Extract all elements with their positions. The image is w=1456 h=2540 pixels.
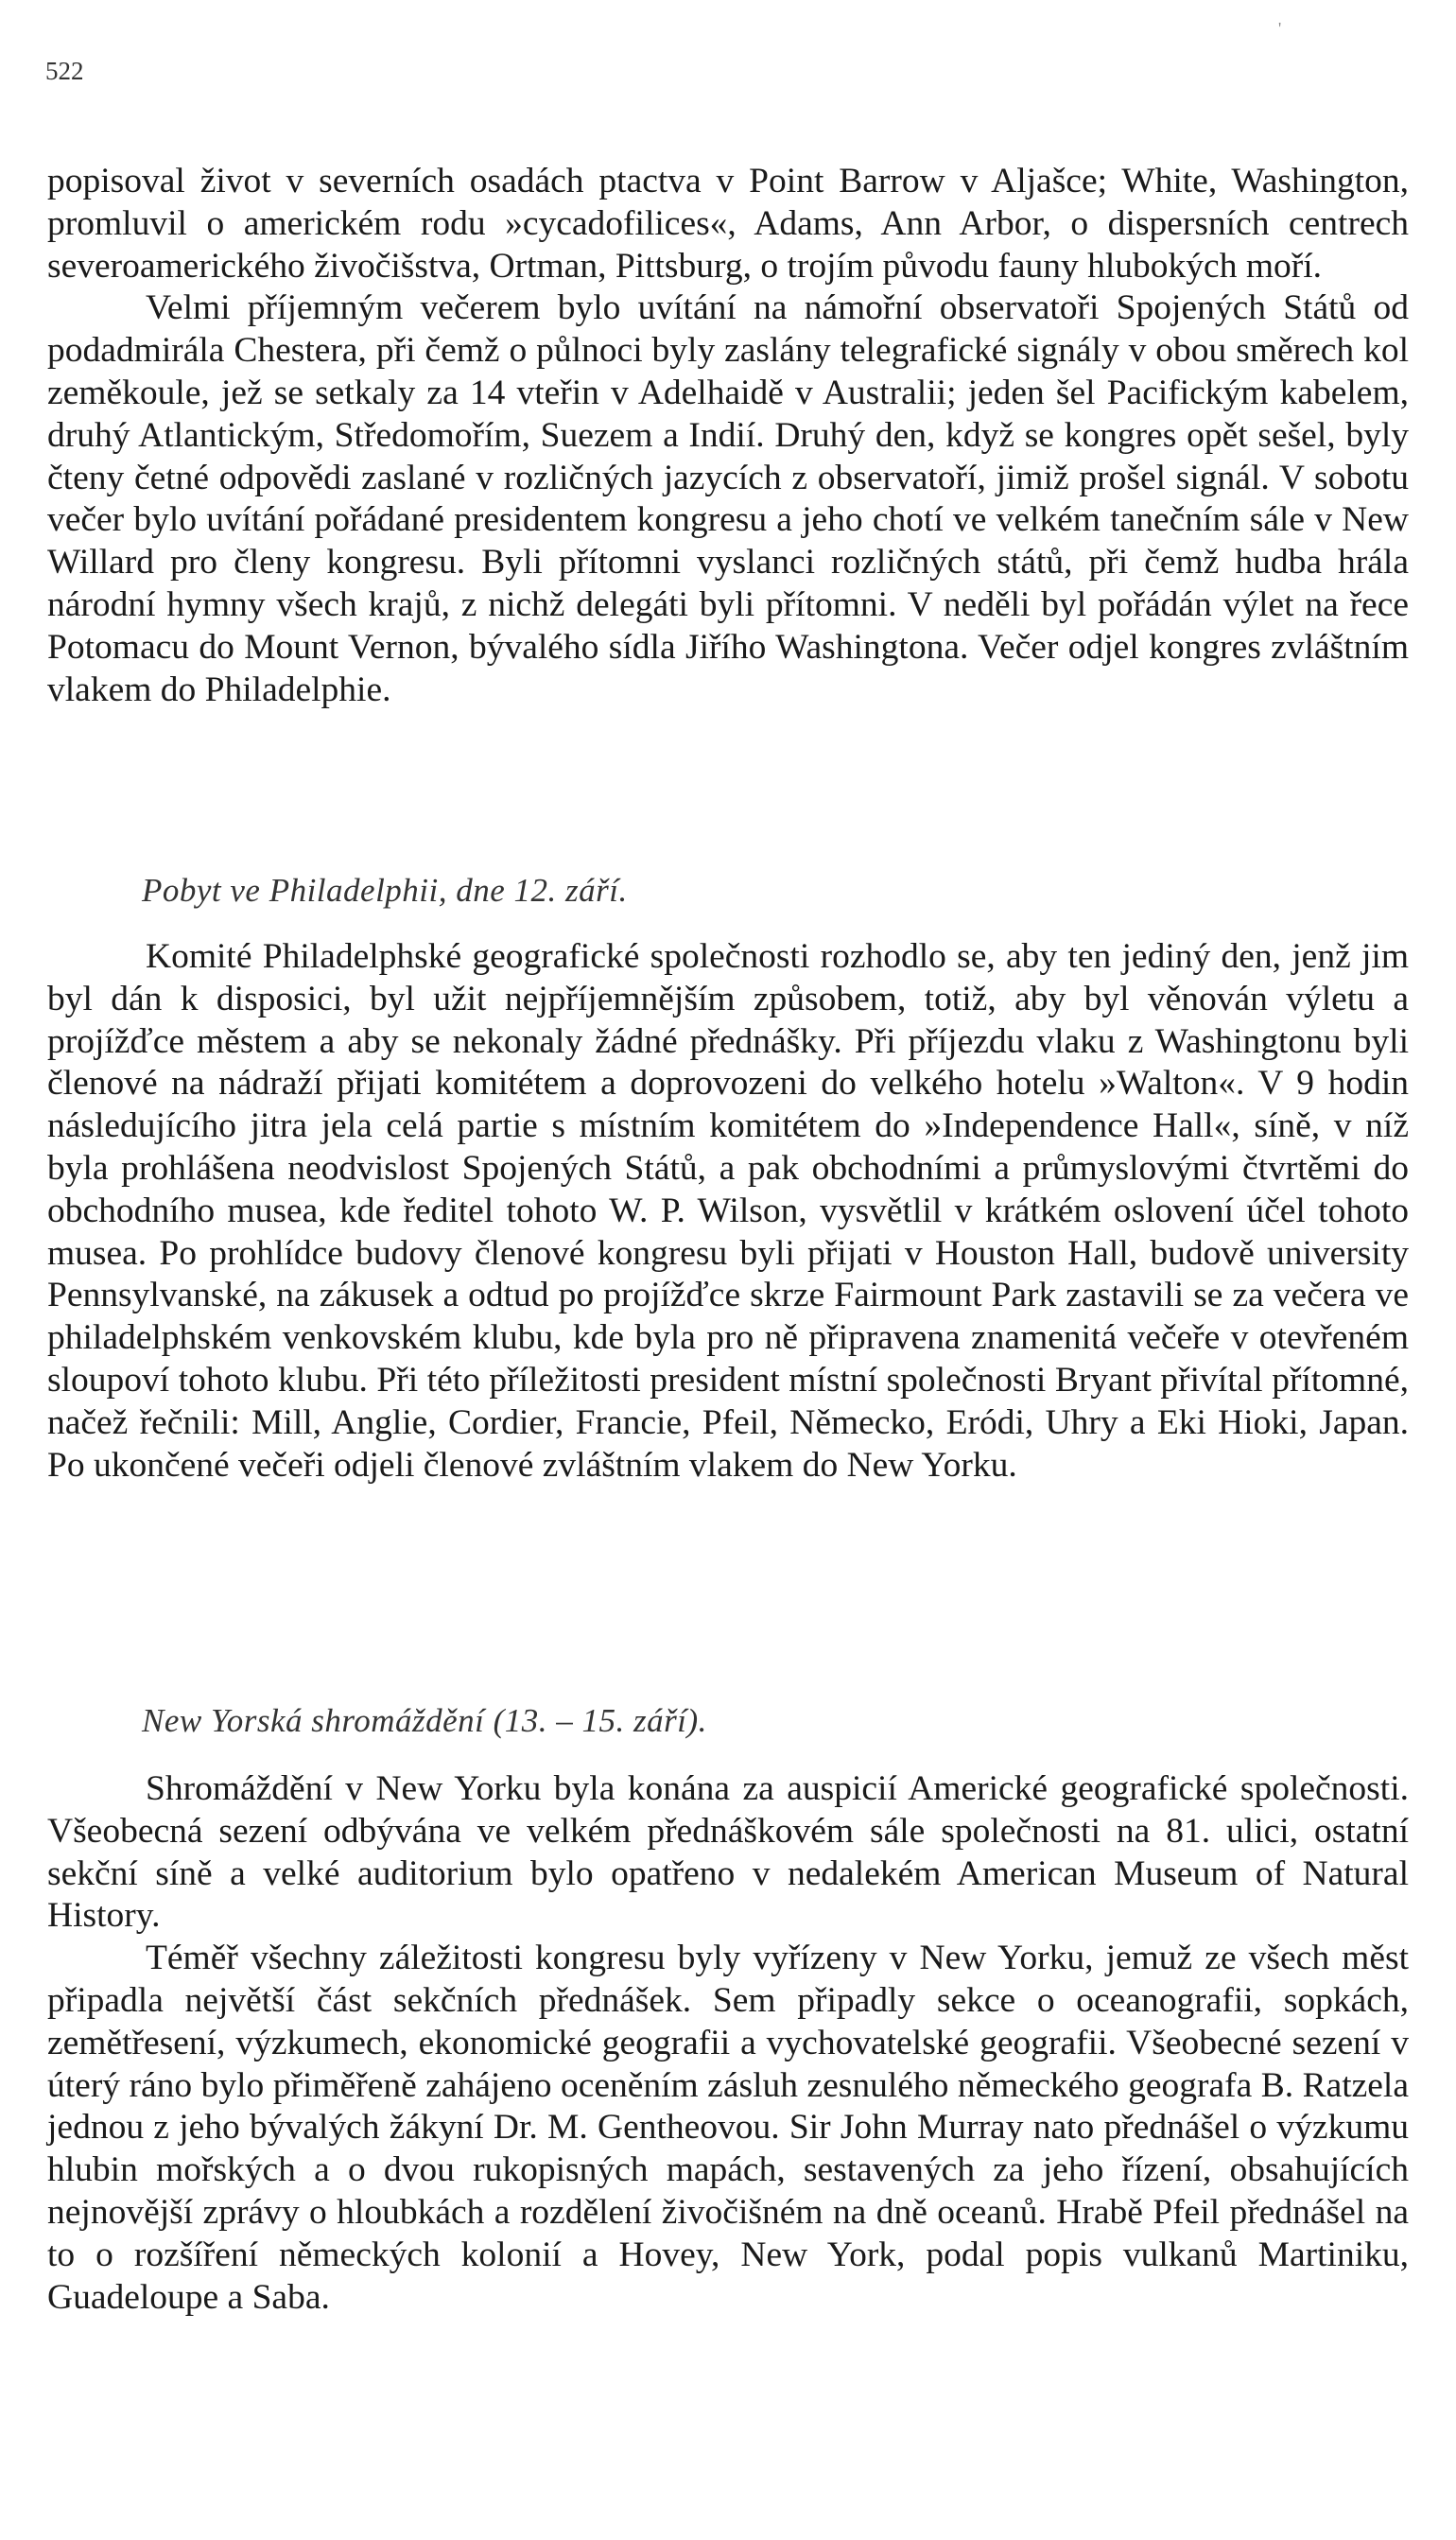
section-1 [47, 161, 1409, 711]
section-heading-philadelphia: Pobyt ve Philadelphii, dne 12. září. [142, 872, 628, 909]
paragraph: Shromáždění v New Yorku byla konána za auspicií Americké geografické společnosti. Všeobecná sezení odbývána ve velkém přednáškovém sále společnosti na 81. ulici, ostatní sekční síně a velké auditorium bylo opatřeno v nedalekém American Museum of Natural History. [47, 1769, 1409, 1936]
paragraph: Téměř všechny záležitosti kongresu byly vyřízeny v New Yorku, jemuž ze všech měst připadla největší část sekčních přednášek. Sem připadly sekce o oceanografii, sopkách, zemětřesení, výzkumech, ekonomické geografii a vychovatelské geografii. Všeobecné sezení v úterý ráno bylo přiměřeně zahájeno oceněním zásluh zesnulého německého geografa B. Ratzela jednou z jeho bývalých žákyní Dr. M. Gentheovou. Sir John Murray nato přednášel o výzkumu hlubin mořských a o dvou rukopisných mapách, sestavených za jeho řízení, obsahujících nejnovější zprávy o hloubkách a rozdělení živočišném na dně oceanů. Hrabě Pfeil přednášel na to o rozšíření německých kolonií a Hovey, New York, podal popis vulkanů Martiniku, Guadeloupe a Saba. [47, 1939, 1409, 2317]
page-number: 522 [45, 57, 84, 85]
paragraph: popisoval život v severních osadách ptactva v Point Barrow v Aljašce; White, Washington, promluvil o americkém rodu »cycadofilices«, Adams, Ann Arbor, o dispersních centrech severoamerického živočišstva, Ortman, Pittsburg, o trojím původu fauny hlubokých moří. [47, 162, 1409, 286]
corner-mark: ' [1278, 19, 1282, 38]
section-2 [47, 936, 1409, 1487]
section-3 [47, 1768, 1409, 2319]
paragraph: Komité Philadelphské geografické společnosti rozhodlo se, aby ten jediný den, jenž jim byl dán k disposici, byl užit nejpříjemnějším způsobem, totiž, aby byl věnován výletu a projížďce městem a aby se nekonaly žádné přednášky. Při příjezdu vlaku z Washingtonu byli členové na nádraží přijati komitétem a doprovozeni do velkého hotelu »Walton«. V 9 hodin následujícího jitra jela celá partie s místním komitétem do »Independence Hall«, síně, v níž byla prohlášena neodvislost Spojených Států, a pak obchodními a průmyslovými čtvrtěmi do obchodního musea, kde ředitel tohoto W. P. Wilson, vysvětlil v krátkém oslovení účel tohoto musea. Po prohlídce budovy členové kongresu byli přijati v Houston Hall, budově university Pennsylvanské, na zákusek a odtud po projížďce skrze Fairmount Park zastavili se za večera ve philadelphském venkovském klubu, kde byla pro ně připravena znamenitá večeře v otevřeném sloupoví tohoto klubu. Při této příležitosti president místní společnosti Bryant přivítal přítomné, načež řečnili: Mill, Anglie, Cordier, Francie, Pfeil, Německo, Eródi, Uhry a Eki Hioki, Japan. Po ukončené večeři odjeli členové zvláštním vlakem do New Yorku. [47, 937, 1409, 1485]
paragraph: Velmi příjemným večerem bylo uvítání na námořní observatoři Spojených Států od podadmirála Chestera, při čemž o půlnoci byly zaslány telegrafické signály v obou směrech kol zeměkoule, jež se setkaly za 14 vteřin v Adelhaidě v Australii; jeden šel Pacifickým kabelem, druhý Atlantickým, Středomořím, Suezem a Indií. Druhý den, když se kongres opět sešel, byly čteny četné odpovědi zaslané v rozličných jazycích z observatoří, jimiž prošel signál. V sobotu večer bylo uvítání pořádané presidentem kongresu a jeho chotí ve velkém tanečním sále v New Willard pro členy kongresu. Byli přítomni vyslanci rozličných států, při čemž hudba hrála národní hymny všech krajů, z nichž delegáti byli přítomni. V neděli byl pořádán výlet na řece Potomacu do Mount Vernon, bývalého sídla Jiřího Washingtona. Večer odjel kongres zvláštním vlakem do Philadelphie. [47, 288, 1409, 709]
section-heading-new-york: New Yorská shromáždění (13. – 15. září). [142, 1702, 707, 1739]
